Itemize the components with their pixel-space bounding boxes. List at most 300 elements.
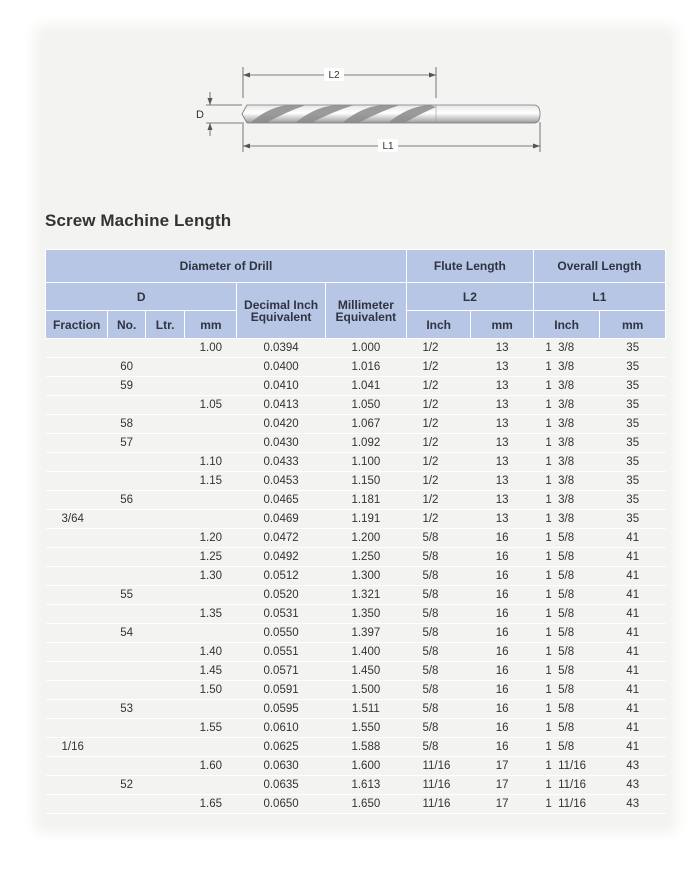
cell-fraction: [46, 396, 108, 415]
cell-flute-mm: 13: [471, 453, 533, 472]
table-row: [46, 605, 666, 624]
cell-millimeter: 1.550: [325, 719, 406, 738]
header-fraction: Fraction: [46, 311, 108, 339]
cell-overall-mm: 35: [600, 339, 666, 358]
drill-size-table: [45, 249, 666, 814]
cell-ltr: [145, 757, 185, 776]
cell-mm: [185, 586, 237, 605]
cell-mm: 1.25: [185, 548, 237, 567]
cell-flute-inch: 5/8: [406, 643, 470, 662]
cell-ltr: [145, 529, 185, 548]
table-row: [46, 662, 666, 681]
cell-millimeter: 1.150: [325, 472, 406, 491]
cell-fraction: [46, 548, 108, 567]
cell-millimeter: 1.181: [325, 491, 406, 510]
table-row: [46, 795, 666, 814]
cell-mm: 1.00: [185, 339, 237, 358]
cell-overall-mm: 35: [600, 396, 666, 415]
overall-length-dimension: [243, 122, 540, 152]
header-no: No.: [108, 311, 145, 339]
cell-decimal: 0.0430: [237, 434, 325, 453]
cell-no: 54: [108, 624, 145, 643]
cell-flute-inch: 5/8: [406, 567, 470, 586]
cell-overall-mm: 41: [600, 700, 666, 719]
cell-mm: 1.05: [185, 396, 237, 415]
cell-no: 57: [108, 434, 145, 453]
cell-decimal: 0.0551: [237, 643, 325, 662]
cell-overall-mm: 35: [600, 434, 666, 453]
cell-no: [108, 339, 145, 358]
diameter-dimension: [196, 92, 242, 136]
header-overall-length: Overall Length: [533, 250, 665, 283]
table-row: [46, 548, 666, 567]
cell-overall-inch: 1 3/8: [533, 453, 600, 472]
cell-no: [108, 472, 145, 491]
cell-flute-inch: 5/8: [406, 719, 470, 738]
cell-flute-mm: 13: [471, 396, 533, 415]
cell-millimeter: 1.321: [325, 586, 406, 605]
table-row: [46, 472, 666, 491]
cell-no: 55: [108, 586, 145, 605]
cell-mm: [185, 434, 237, 453]
cell-overall-mm: 41: [600, 662, 666, 681]
cell-fraction: [46, 757, 108, 776]
cell-flute-mm: 16: [471, 738, 533, 757]
header-diameter-of-drill: Diameter of Drill: [46, 250, 407, 283]
cell-mm: [185, 510, 237, 529]
header-millimeter-equivalent: Millimeter Equivalent: [325, 283, 406, 339]
cell-millimeter: 1.000: [325, 339, 406, 358]
section-heading: Screw Machine Length: [45, 211, 232, 230]
cell-overall-inch: 1 5/8: [533, 567, 600, 586]
cell-overall-inch: 1 11/16: [533, 757, 600, 776]
cell-no: [108, 662, 145, 681]
cell-flute-inch: 1/2: [406, 434, 470, 453]
cell-mm: 1.20: [185, 529, 237, 548]
cell-no: [108, 510, 145, 529]
cell-flute-inch: 1/2: [406, 415, 470, 434]
cell-overall-mm: 43: [600, 795, 666, 814]
header-flute-inch: Inch: [406, 311, 470, 339]
cell-mm: [185, 377, 237, 396]
table-row: [46, 377, 666, 396]
cell-millimeter: 1.067: [325, 415, 406, 434]
cell-flute-mm: 16: [471, 567, 533, 586]
cell-decimal: 0.0610: [237, 719, 325, 738]
header-d: D: [46, 283, 237, 311]
cell-no: [108, 643, 145, 662]
cell-flute-mm: 13: [471, 339, 533, 358]
cell-ltr: [145, 605, 185, 624]
cell-flute-inch: 5/8: [406, 700, 470, 719]
cell-overall-inch: 1 3/8: [533, 434, 600, 453]
cell-flute-mm: 16: [471, 529, 533, 548]
cell-fraction: [46, 624, 108, 643]
cell-flute-inch: 5/8: [406, 681, 470, 700]
drill-diagram: [190, 60, 550, 160]
cell-ltr: [145, 339, 185, 358]
cell-flute-inch: 1/2: [406, 358, 470, 377]
cell-ltr: [145, 548, 185, 567]
cell-flute-mm: 13: [471, 472, 533, 491]
cell-millimeter: 1.350: [325, 605, 406, 624]
cell-millimeter: 1.650: [325, 795, 406, 814]
cell-fraction: [46, 491, 108, 510]
cell-overall-inch: 1 5/8: [533, 548, 600, 567]
table-body: [46, 339, 666, 814]
cell-flute-mm: 13: [471, 377, 533, 396]
cell-overall-inch: 1 3/8: [533, 472, 600, 491]
cell-overall-mm: 35: [600, 358, 666, 377]
cell-fraction: [46, 529, 108, 548]
cell-overall-mm: 41: [600, 681, 666, 700]
cell-no: [108, 453, 145, 472]
table-row: [46, 415, 666, 434]
cell-ltr: [145, 719, 185, 738]
cell-flute-mm: 16: [471, 719, 533, 738]
cell-overall-mm: 41: [600, 586, 666, 605]
cell-flute-inch: 5/8: [406, 605, 470, 624]
cell-decimal: 0.0512: [237, 567, 325, 586]
cell-millimeter: 1.041: [325, 377, 406, 396]
cell-flute-inch: 5/8: [406, 529, 470, 548]
cell-mm: 1.50: [185, 681, 237, 700]
cell-flute-mm: 16: [471, 681, 533, 700]
cell-ltr: [145, 472, 185, 491]
cell-mm: [185, 358, 237, 377]
header-overall-inch: Inch: [533, 311, 600, 339]
cell-flute-inch: 5/8: [406, 586, 470, 605]
cell-overall-mm: 35: [600, 510, 666, 529]
cell-overall-inch: 1 3/8: [533, 339, 600, 358]
cell-flute-inch: 5/8: [406, 738, 470, 757]
cell-millimeter: 1.092: [325, 434, 406, 453]
table-row: [46, 719, 666, 738]
cell-ltr: [145, 510, 185, 529]
cell-flute-mm: 13: [471, 358, 533, 377]
cell-overall-mm: 41: [600, 605, 666, 624]
cell-overall-mm: 35: [600, 415, 666, 434]
table-row: [46, 567, 666, 586]
table-header-row: [46, 283, 666, 311]
cell-flute-mm: 13: [471, 491, 533, 510]
cell-no: [108, 757, 145, 776]
cell-overall-inch: 1 11/16: [533, 795, 600, 814]
cell-overall-mm: 35: [600, 472, 666, 491]
cell-fraction: [46, 434, 108, 453]
cell-no: 60: [108, 358, 145, 377]
table-row: [46, 586, 666, 605]
cell-millimeter: 1.613: [325, 776, 406, 795]
cell-millimeter: 1.588: [325, 738, 406, 757]
cell-overall-inch: 1 5/8: [533, 643, 600, 662]
overall-length-label: L1: [382, 141, 394, 152]
cell-millimeter: 1.200: [325, 529, 406, 548]
cell-decimal: 0.0630: [237, 757, 325, 776]
cell-decimal: 0.0625: [237, 738, 325, 757]
cell-overall-mm: 35: [600, 377, 666, 396]
cell-millimeter: 1.250: [325, 548, 406, 567]
cell-fraction: [46, 339, 108, 358]
cell-mm: 1.65: [185, 795, 237, 814]
cell-flute-mm: 13: [471, 415, 533, 434]
header-flute-mm: mm: [471, 311, 533, 339]
cell-no: 59: [108, 377, 145, 396]
cell-fraction: 3/64: [46, 510, 108, 529]
cell-flute-mm: 17: [471, 757, 533, 776]
cell-millimeter: 1.500: [325, 681, 406, 700]
cell-overall-mm: 41: [600, 738, 666, 757]
cell-overall-inch: 1 5/8: [533, 738, 600, 757]
cell-millimeter: 1.450: [325, 662, 406, 681]
table-row: [46, 510, 666, 529]
cell-overall-inch: 1 5/8: [533, 700, 600, 719]
cell-flute-inch: 1/2: [406, 510, 470, 529]
cell-millimeter: 1.016: [325, 358, 406, 377]
table-row: [46, 434, 666, 453]
cell-overall-inch: 1 3/8: [533, 415, 600, 434]
cell-flute-mm: 16: [471, 548, 533, 567]
cell-overall-inch: 1 3/8: [533, 491, 600, 510]
cell-millimeter: 1.600: [325, 757, 406, 776]
cell-overall-mm: 41: [600, 548, 666, 567]
table-row: [46, 358, 666, 377]
cell-fraction: [46, 586, 108, 605]
cell-no: 56: [108, 491, 145, 510]
cell-flute-inch: 5/8: [406, 624, 470, 643]
cell-decimal: 0.0453: [237, 472, 325, 491]
cell-flute-mm: 16: [471, 700, 533, 719]
cell-fraction: [46, 605, 108, 624]
cell-decimal: 0.0650: [237, 795, 325, 814]
cell-flute-mm: 13: [471, 510, 533, 529]
cell-no: [108, 681, 145, 700]
table-row: [46, 624, 666, 643]
cell-decimal: 0.0591: [237, 681, 325, 700]
cell-ltr: [145, 415, 185, 434]
cell-mm: 1.35: [185, 605, 237, 624]
cell-ltr: [145, 681, 185, 700]
cell-fraction: [46, 681, 108, 700]
cell-no: [108, 567, 145, 586]
cell-overall-inch: 1 5/8: [533, 719, 600, 738]
cell-fraction: [46, 415, 108, 434]
cell-flute-inch: 1/2: [406, 472, 470, 491]
cell-ltr: [145, 738, 185, 757]
header-flute-length: Flute Length: [406, 250, 533, 283]
cell-fraction: [46, 453, 108, 472]
cell-decimal: 0.0394: [237, 339, 325, 358]
cell-no: [108, 529, 145, 548]
cell-decimal: 0.0413: [237, 396, 325, 415]
cell-overall-inch: 1 5/8: [533, 624, 600, 643]
cell-ltr: [145, 795, 185, 814]
cell-fraction: [46, 377, 108, 396]
table-row: [46, 529, 666, 548]
cell-flute-mm: 16: [471, 605, 533, 624]
cell-millimeter: 1.100: [325, 453, 406, 472]
diameter-label: D: [196, 109, 204, 121]
cell-flute-inch: 5/8: [406, 662, 470, 681]
cell-flute-mm: 13: [471, 434, 533, 453]
cell-decimal: 0.0400: [237, 358, 325, 377]
cell-mm: [185, 415, 237, 434]
cell-overall-inch: 1 3/8: [533, 358, 600, 377]
cell-overall-inch: 1 3/8: [533, 396, 600, 415]
table-row: [46, 776, 666, 795]
cell-overall-mm: 41: [600, 567, 666, 586]
cell-fraction: [46, 472, 108, 491]
cell-fraction: [46, 358, 108, 377]
cell-overall-mm: 35: [600, 491, 666, 510]
cell-no: [108, 795, 145, 814]
cell-mm: 1.55: [185, 719, 237, 738]
cell-mm: 1.45: [185, 662, 237, 681]
cell-ltr: [145, 776, 185, 795]
cell-decimal: 0.0635: [237, 776, 325, 795]
cell-ltr: [145, 567, 185, 586]
cell-millimeter: 1.397: [325, 624, 406, 643]
cell-decimal: 0.0531: [237, 605, 325, 624]
table-row: [46, 738, 666, 757]
cell-decimal: 0.0472: [237, 529, 325, 548]
header-overall-mm: mm: [600, 311, 666, 339]
cell-no: 58: [108, 415, 145, 434]
flute-length-label: L2: [328, 70, 340, 81]
cell-overall-inch: 1 5/8: [533, 529, 600, 548]
cell-overall-mm: 41: [600, 529, 666, 548]
header-decimal-inch-equivalent: Decimal Inch Equivalent: [237, 283, 325, 339]
cell-flute-inch: 1/2: [406, 396, 470, 415]
cell-overall-inch: 1 5/8: [533, 605, 600, 624]
cell-mm: [185, 738, 237, 757]
cell-overall-inch: 1 5/8: [533, 586, 600, 605]
table-row: [46, 339, 666, 358]
cell-decimal: 0.0469: [237, 510, 325, 529]
cell-no: 52: [108, 776, 145, 795]
cell-decimal: 0.0410: [237, 377, 325, 396]
cell-mm: 1.30: [185, 567, 237, 586]
cell-mm: 1.10: [185, 453, 237, 472]
cell-millimeter: 1.191: [325, 510, 406, 529]
cell-ltr: [145, 643, 185, 662]
cell-fraction: [46, 795, 108, 814]
cell-overall-mm: 43: [600, 776, 666, 795]
header-l2: L2: [406, 283, 533, 311]
cell-decimal: 0.0595: [237, 700, 325, 719]
cell-fraction: [46, 567, 108, 586]
cell-overall-inch: 1 5/8: [533, 662, 600, 681]
cell-ltr: [145, 358, 185, 377]
cell-decimal: 0.0571: [237, 662, 325, 681]
cell-overall-inch: 1 3/8: [533, 510, 600, 529]
table-row: [46, 757, 666, 776]
table-row: [46, 643, 666, 662]
cell-millimeter: 1.511: [325, 700, 406, 719]
cell-mm: [185, 700, 237, 719]
cell-ltr: [145, 377, 185, 396]
cell-flute-mm: 16: [471, 662, 533, 681]
cell-flute-inch: 11/16: [406, 757, 470, 776]
cell-ltr: [145, 453, 185, 472]
cell-decimal: 0.0550: [237, 624, 325, 643]
flute-length-dimension: [243, 67, 436, 98]
cell-flute-inch: 11/16: [406, 795, 470, 814]
cell-fraction: [46, 700, 108, 719]
cell-decimal: 0.0520: [237, 586, 325, 605]
cell-overall-inch: 1 3/8: [533, 377, 600, 396]
cell-flute-inch: 1/2: [406, 453, 470, 472]
cell-flute-mm: 16: [471, 643, 533, 662]
cell-mm: [185, 624, 237, 643]
cell-overall-mm: 41: [600, 624, 666, 643]
cell-flute-inch: 5/8: [406, 548, 470, 567]
cell-flute-mm: 17: [471, 795, 533, 814]
cell-flute-inch: 11/16: [406, 776, 470, 795]
cell-no: [108, 396, 145, 415]
cell-millimeter: 1.400: [325, 643, 406, 662]
cell-fraction: [46, 643, 108, 662]
cell-overall-mm: 43: [600, 757, 666, 776]
cell-flute-mm: 16: [471, 624, 533, 643]
table-row: [46, 396, 666, 415]
cell-decimal: 0.0420: [237, 415, 325, 434]
cell-fraction: [46, 662, 108, 681]
cell-flute-inch: 1/2: [406, 491, 470, 510]
cell-decimal: 0.0433: [237, 453, 325, 472]
cell-decimal: 0.0465: [237, 491, 325, 510]
table-row: [46, 681, 666, 700]
cell-overall-mm: 41: [600, 643, 666, 662]
cell-ltr: [145, 434, 185, 453]
cell-overall-inch: 1 11/16: [533, 776, 600, 795]
cell-ltr: [145, 624, 185, 643]
cell-fraction: [46, 719, 108, 738]
cell-no: [108, 605, 145, 624]
cell-no: [108, 548, 145, 567]
table-header-row: [46, 250, 666, 283]
header-mm: mm: [185, 311, 237, 339]
table-row: [46, 491, 666, 510]
header-ltr: Ltr.: [145, 311, 185, 339]
cell-ltr: [145, 586, 185, 605]
header-l1: L1: [533, 283, 665, 311]
cell-flute-inch: 1/2: [406, 339, 470, 358]
cell-overall-mm: 41: [600, 719, 666, 738]
cell-no: [108, 738, 145, 757]
cell-ltr: [145, 491, 185, 510]
cell-mm: 1.15: [185, 472, 237, 491]
cell-overall-inch: 1 5/8: [533, 681, 600, 700]
cell-millimeter: 1.300: [325, 567, 406, 586]
cell-fraction: 1/16: [46, 738, 108, 757]
cell-mm: 1.60: [185, 757, 237, 776]
cell-mm: 1.40: [185, 643, 237, 662]
cell-no: [108, 719, 145, 738]
cell-millimeter: 1.050: [325, 396, 406, 415]
cell-ltr: [145, 700, 185, 719]
cell-mm: [185, 491, 237, 510]
cell-flute-inch: 1/2: [406, 377, 470, 396]
cell-flute-mm: 17: [471, 776, 533, 795]
table-row: [46, 700, 666, 719]
cell-ltr: [145, 662, 185, 681]
cell-no: 53: [108, 700, 145, 719]
cell-fraction: [46, 776, 108, 795]
cell-decimal: 0.0492: [237, 548, 325, 567]
cell-flute-mm: 16: [471, 586, 533, 605]
cell-overall-mm: 35: [600, 453, 666, 472]
